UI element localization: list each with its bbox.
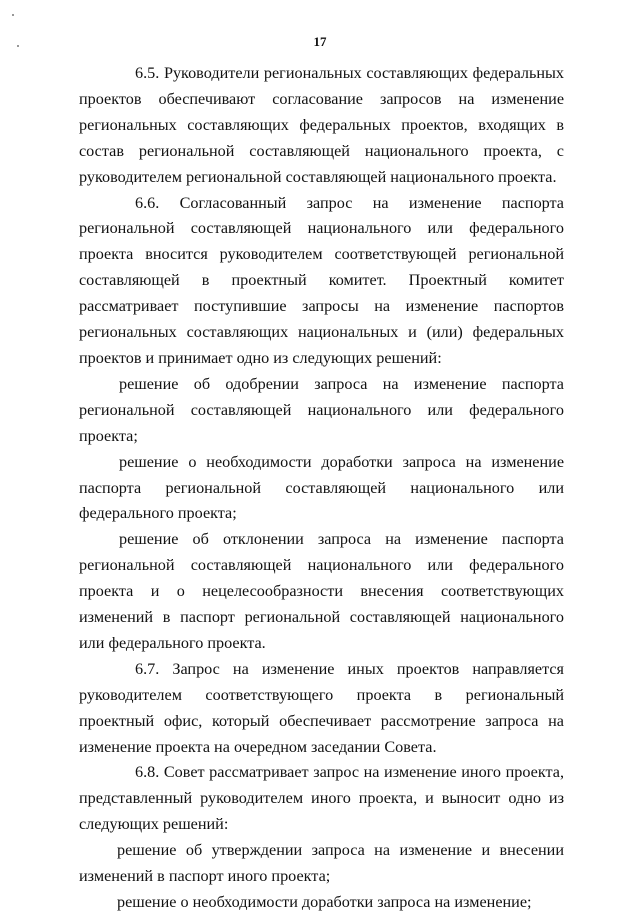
decision-item: решение о необходимости доработки запроса на изменение; [117,893,532,911]
decision-item: решение об утверждении запроса на изменение и внесении изменений в паспорт иного проекта; [79,841,564,886]
page-number: 17 [313,34,327,49]
document-body [79,61,564,916]
paragraph-6-5: 6.5. Руководители региональных составляющих федеральных проектов обеспечивают согласование запросов на изменение региональных составляющих федеральных проектов, входящих в состав региональной составляющей национального проекта, с руководителем региональной составляющей национального проекта. [79,64,564,186]
decision-item: решение о необходимости доработки запроса на изменение паспорта региональной составляющей национального или федерального проекта; [79,452,564,523]
decision-item: решение об отклонении запроса на изменение паспорта региональной составляющей национального или федерального проекта и о нецелесообразности внесения соответствующих изменений в паспорт региональной составляющей национального или федерального проекта. [79,530,564,652]
paragraph-6-6: 6.6. Согласованный запрос на изменение паспорта региональной составляющей национального или федерального проекта вносится руководителем соответствующей региональной составляющей в проектный комитет. Проектный комитет рассматривает поступившие запросы на изменение паспортов региональных составляющих национальных и (или) федеральных проектов и принимает одно из следующих решений: [79,193,564,367]
paragraph-6-7: 6.7. Запрос на изменение иных проектов направляется руководителем соответствующего проекта в региональный проектный офис, который обеспечивает рассмотрение запроса на изменение проекта на очередном заседании Совета. [79,659,564,756]
decision-item: решение об одобрении запроса на изменение паспорта региональной составляющей национального или федерального проекта; [79,374,564,445]
paragraph-6-8: 6.8. Совет рассматривает запрос на изменение иного проекта, представленный руководителем иного проекта, и выносит одно из следующих решений: [79,763,564,834]
scan-speck [12,14,14,16]
